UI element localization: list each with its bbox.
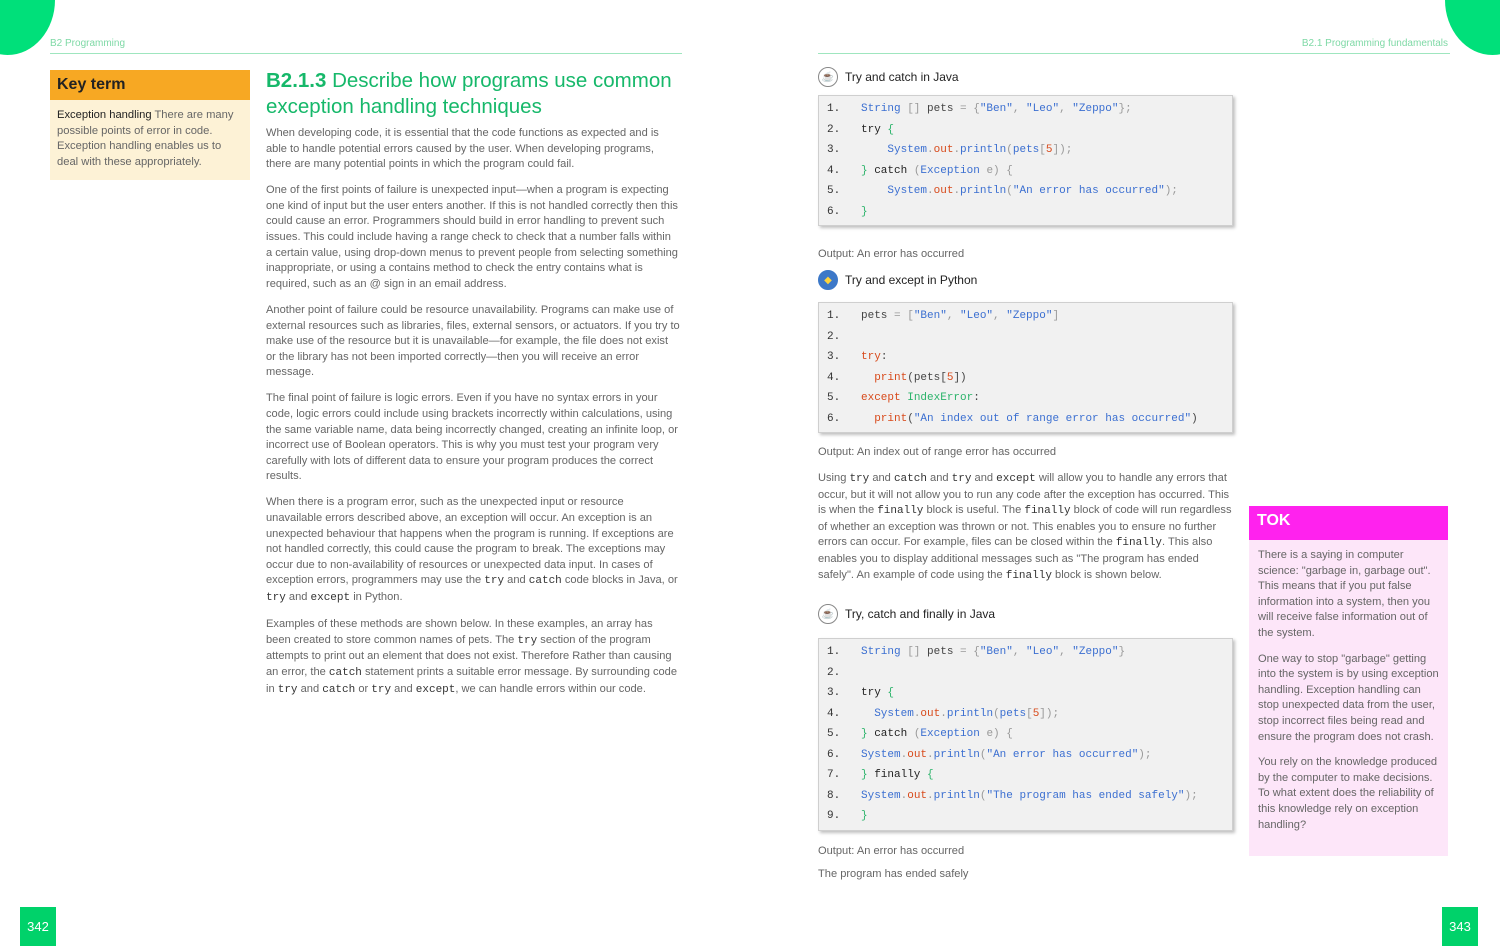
code-token: ]); [1052, 144, 1073, 157]
line-number: 5. [827, 392, 841, 405]
example-title-java-finally [818, 604, 995, 624]
output-text: Output: An index out of range error has occurred [818, 446, 1057, 458]
code-line [819, 99, 1232, 120]
code-token: { [920, 769, 934, 782]
code-token: "An error has occurred" [986, 748, 1139, 761]
code-token: "Leo" [1026, 103, 1060, 116]
code-token: ]) [953, 371, 967, 384]
code-token: out [933, 144, 954, 157]
output-text: The program has ended safely [818, 868, 969, 880]
line-number: 4. [827, 707, 841, 720]
code-token: ( [979, 789, 987, 802]
code-token: System [861, 748, 901, 761]
code-token: } [861, 769, 875, 782]
code-token: ) [1191, 412, 1198, 425]
text: or [355, 682, 372, 695]
line-number: 4. [827, 164, 841, 177]
code-line [819, 161, 1232, 182]
code-line [819, 663, 1232, 684]
code-keyword: catch [528, 575, 562, 588]
code-token: ( [979, 748, 987, 761]
code-text [861, 165, 1013, 177]
code-token: pets [927, 646, 954, 659]
tok-paragraph: There is a saying in computer science: "garbage in, garbage out". This means that if you put false information into a system, then you will receive false information out of the system. [1258, 549, 1431, 639]
code-token: } [861, 810, 868, 823]
paragraph: The final point of failure is logic errors. Even if you have no syntax errors in your code, logic errors could include using brackets incorrectly within calculations, using the same variable name, data being incorrectly changed, creating an infinite loop, or incorrect use of Boolean operators. This is why you must test your program very carefully with lots of different data to ensure your program produces the correct results. [266, 392, 678, 483]
corner-decoration-left [0, 0, 55, 55]
code-token: catch [874, 164, 908, 177]
line-number: 9. [827, 810, 841, 823]
code-text [861, 749, 1152, 761]
code-token: "Zeppo" [1006, 310, 1053, 323]
code-token: . [953, 185, 961, 198]
code-token: ]); [1039, 707, 1060, 720]
code-text [861, 372, 967, 384]
code-token: ); [1184, 789, 1198, 802]
code-token: [ [1026, 707, 1033, 720]
example-title-text: Try and catch in Java [845, 70, 959, 84]
line-number: 3. [827, 687, 841, 700]
text: Examples of these methods are shown below. In these examples, an array has been created to store common names of pets. The [266, 618, 653, 646]
header-rule-left [50, 53, 682, 54]
code-token: println [933, 789, 980, 802]
line-number: 4. [827, 371, 841, 384]
running-header-left: B2 Programming [50, 38, 126, 49]
code-token: } [861, 728, 875, 741]
text: block is useful. The [923, 504, 1025, 517]
paragraph-examples [266, 617, 680, 698]
text: block is shown below. [1051, 568, 1162, 581]
code-token: Exception [920, 728, 980, 741]
code-token: "Ben" [979, 103, 1013, 116]
page-number-left: 342 [20, 907, 56, 946]
code-token: } [1118, 646, 1126, 659]
code-token: pets [927, 103, 954, 116]
code-token: . [927, 144, 934, 157]
line-number: 6. [827, 205, 841, 218]
code-token: }; [1118, 103, 1132, 116]
paragraph: When developing code, it is essential that the code functions as expected and is able to handle potential errors caused by the user. When developing programs, there are many potential points in which the program could fail. [266, 127, 659, 171]
code-line [819, 786, 1232, 807]
code-token: 5 [946, 371, 954, 384]
code-line [819, 181, 1232, 202]
example-title-text: Try and except in Python [845, 273, 978, 287]
corner-decoration-right [1445, 0, 1500, 55]
code-line [819, 724, 1232, 745]
code-line [819, 745, 1232, 766]
code-line [819, 806, 1232, 827]
code-token: pets [861, 310, 888, 323]
line-number: 2. [827, 330, 841, 343]
paragraph-finally [818, 471, 1232, 584]
code-token: try [861, 351, 881, 364]
text: . This also enables you to display additional messages such as "The program has ended safely". An example of code using the [818, 536, 1213, 581]
code-token: ( [907, 728, 921, 741]
code-token: println [960, 185, 1007, 198]
text: in Python. [350, 591, 403, 604]
code-token: ( [907, 164, 921, 177]
paragraph-exceptions [266, 495, 680, 606]
code-line [819, 642, 1232, 663]
paragraph: Another point of failure could be resource unavailability. Programs can make use of external resources such as libraries, files, external sensors, or actuators. If you try to make use of the resource but it is unavailable—for example, the file does not exist or the library has not been imported correctly—then you will receive an error message. [266, 303, 680, 379]
code-token: : [973, 392, 980, 405]
code-token: = { [953, 103, 980, 116]
section-number: B2.1.3 [266, 69, 327, 92]
text: Using [818, 472, 850, 484]
code-text [861, 708, 1059, 720]
code-text [861, 185, 1178, 197]
code-text [861, 810, 868, 822]
code-token: System [874, 707, 914, 720]
code-token: . [953, 144, 961, 157]
code-text [861, 392, 980, 404]
code-line [819, 368, 1232, 389]
code-text [861, 687, 894, 699]
code-token: "Leo" [1026, 646, 1060, 659]
code-token: out [907, 789, 928, 802]
code-token: . [900, 748, 908, 761]
code-token: "Ben" [913, 310, 947, 323]
code-token: ( [1006, 144, 1013, 157]
code-token: print [874, 371, 908, 384]
line-number: 1. [827, 646, 841, 659]
code-token: , [1059, 103, 1073, 116]
code-token: except [861, 392, 901, 405]
code-token: [] [900, 103, 928, 116]
key-term-box [50, 70, 250, 180]
tok-box [1249, 506, 1448, 856]
code-line [819, 765, 1232, 786]
code-token: . [913, 707, 921, 720]
code-keyword: finally [1024, 505, 1071, 518]
code-keyword: try [951, 473, 972, 485]
code-token: . [927, 748, 934, 761]
code-line [819, 306, 1232, 327]
line-number: 2. [827, 123, 841, 136]
code-token: = [ [887, 310, 914, 323]
code-token: ); [1138, 748, 1152, 761]
code-token: e) { [979, 164, 1013, 177]
page-number-right: 343 [1442, 907, 1478, 946]
code-text [861, 646, 1125, 658]
example-title-java [818, 67, 959, 87]
code-token: System [861, 789, 901, 802]
code-token: println [933, 748, 980, 761]
code-token: ] [1052, 310, 1060, 323]
code-token: e) { [979, 728, 1013, 741]
code-token: , [1059, 646, 1073, 659]
code-block-java-try-catch-finally [818, 638, 1233, 831]
code-keyword: except [996, 473, 1036, 485]
code-token: = { [953, 646, 980, 659]
text: and [869, 472, 894, 484]
text: section of the program attempts to print out an element that does not exist. Therefore Rather than causing an error, the [266, 633, 672, 678]
code-text [861, 351, 887, 363]
code-token: out [920, 707, 941, 720]
code-token: IndexError [907, 392, 974, 405]
code-line [819, 202, 1232, 223]
section-heading [266, 68, 686, 120]
code-token: println [946, 707, 994, 720]
key-term-title: Key term [50, 70, 250, 100]
code-token: ); [1164, 185, 1178, 198]
code-line [819, 409, 1232, 430]
code-token: catch [874, 728, 908, 741]
code-token: , [1012, 646, 1027, 659]
code-block-python-try-except [818, 302, 1233, 433]
key-term-definition: There are many possible points of error in code. Exception handling enables us to deal with these appropriately. [57, 109, 234, 168]
code-token: , [1012, 103, 1027, 116]
code-token: "An error has occurred" [1012, 185, 1165, 198]
line-number: 3. [827, 144, 841, 157]
code-token: , [946, 310, 961, 323]
code-text [861, 790, 1198, 802]
text: and [297, 682, 323, 695]
code-keyword: catch [328, 666, 362, 679]
code-text [861, 413, 1198, 425]
code-token: try [861, 123, 881, 136]
code-token: ( [993, 707, 1000, 720]
code-keyword: try [849, 473, 870, 485]
tok-body [1249, 540, 1448, 851]
line-number: 8. [827, 789, 841, 802]
section-title: Describe how programs use common exception handling techniques [266, 69, 672, 118]
code-token: "Ben" [979, 646, 1013, 659]
example-title-text: Try, catch and finally in Java [845, 607, 996, 621]
java-icon: ☕ [818, 604, 838, 624]
key-term-body [50, 100, 250, 178]
code-token: { [880, 123, 895, 136]
text: and [504, 574, 529, 587]
code-token: , [993, 310, 1007, 323]
line-number: 1. [827, 310, 841, 323]
line-number: 1. [827, 103, 841, 116]
text: and [971, 472, 997, 484]
code-keyword: try [371, 683, 392, 696]
line-number: 6. [827, 748, 841, 761]
code-keyword: except [310, 592, 351, 605]
tok-paragraph: One way to stop "garbage" getting into the system is by using exception handling. Exception handling can stop unexpected data from the user, stop incorrect files being read and ensure the program does not crash. [1258, 652, 1439, 743]
text: statement prints a suitable error message. By surrounding code in [266, 665, 678, 695]
text: block of code will run regardless of whether an exception was thrown or not. This enables you to ensure no further errors can occur. For example, files can be closed within the [818, 504, 1232, 549]
code-keyword: except [415, 683, 456, 696]
text: , we can handle errors within our code. [455, 682, 646, 695]
code-token: System [887, 185, 928, 198]
code-token: System [887, 144, 928, 157]
code-line [819, 347, 1232, 368]
code-text [861, 728, 1013, 740]
code-token: . [927, 185, 934, 198]
text: and [391, 682, 416, 695]
code-keyword: try [484, 575, 505, 588]
code-token: finally [874, 769, 921, 782]
java-icon: ☕ [818, 67, 838, 87]
header-rule-right [818, 53, 1450, 54]
code-token: . [900, 789, 908, 802]
text: will allow you to handle any errors that occur, but it will not allow you to run any code after the exception has occurred. This is when the [818, 472, 1230, 517]
code-line [819, 140, 1232, 161]
code-token: Exception [920, 164, 980, 177]
text: and [285, 591, 311, 604]
code-token: pets [999, 707, 1027, 720]
code-token: } [861, 164, 875, 177]
code-text [861, 206, 868, 218]
python-icon: ◆ [818, 270, 838, 290]
line-number: 5. [827, 185, 841, 198]
code-token: println [960, 144, 1007, 157]
code-token: (pets[ [907, 371, 947, 384]
code-token: "An index out of range error has occurred" [913, 412, 1192, 425]
text: and [926, 472, 952, 484]
code-line [819, 683, 1232, 704]
output-text: Output: An error has occurred [818, 845, 965, 857]
code-keyword: try [277, 683, 298, 696]
code-keyword: catch [893, 473, 927, 485]
code-token: pets [1012, 144, 1040, 157]
code-keyword: finally [1115, 537, 1163, 550]
code-keyword: catch [322, 683, 356, 696]
code-token: String [861, 646, 901, 659]
code-token: out [933, 185, 954, 198]
code-keyword: try [517, 634, 538, 647]
code-text [861, 103, 1132, 115]
code-token: [ [1039, 144, 1046, 157]
code-token: ( [1006, 185, 1013, 198]
code-token: out [907, 748, 928, 761]
key-term-word: Exception handling [57, 109, 152, 121]
line-number: 2. [827, 666, 841, 679]
line-number: 5. [827, 728, 841, 741]
code-keyword: finally [1005, 569, 1052, 582]
text: When there is a program error, such as the unexpected input or resource unavailable errors described above, an exception will occur. An exception is an unexpected behaviour that happens when the program is running. If exceptions are not handled correctly, this could cause the program to break. The exceptions may occur due to non-availability of resources or unexpected data input. In cases of exception errors, programmers may use the [266, 496, 674, 587]
code-token: { [880, 687, 895, 700]
code-token: "Leo" [960, 310, 994, 323]
tok-paragraph: You rely on the knowledge produced by the computer to make decisions. To what extent does the reliability of this knowledge rely on exception handling? [1258, 756, 1438, 831]
code-text [861, 769, 934, 781]
code-line [819, 704, 1232, 725]
code-token: : [880, 351, 888, 364]
text: code blocks in Java, or [561, 574, 678, 587]
code-block-java-try-catch [818, 95, 1233, 226]
code-keyword: try [266, 592, 286, 605]
code-token: 5 [1032, 707, 1040, 720]
code-text [861, 124, 894, 136]
left-column-text [266, 126, 680, 709]
code-line [819, 120, 1232, 141]
code-token: "Zeppo" [1072, 103, 1119, 116]
tok-title: TOK [1249, 506, 1448, 540]
code-keyword: finally [877, 505, 924, 518]
code-line [819, 327, 1232, 348]
line-number: 7. [827, 769, 841, 782]
code-token: try [861, 687, 881, 700]
code-token: "Zeppo" [1072, 646, 1119, 659]
line-number: 6. [827, 412, 841, 425]
output-text: Output: An error has occurred [818, 248, 965, 260]
running-header-right: B2.1 Programming fundamentals [1301, 38, 1448, 49]
code-text [861, 144, 1072, 156]
code-token: String [861, 103, 901, 116]
code-text [861, 310, 1059, 322]
code-token: . [927, 789, 934, 802]
code-line [819, 388, 1232, 409]
code-token: "The program has ended safely" [986, 789, 1185, 802]
line-number: 3. [827, 351, 841, 364]
code-token: ( [907, 412, 914, 425]
code-token: print [874, 412, 908, 425]
code-token: 5 [1045, 144, 1053, 157]
code-token: [] [900, 646, 928, 659]
code-token: } [861, 205, 868, 218]
paragraph: One of the first points of failure is unexpected input—when a program is expecting one kind of input but the user enters another. If this is not handled correctly then this could cause an error. Programmers should build in error handling to prevent such issues. This could include having a range check to check that a number falls within a certain value, using drop-down menus to prevent people from selecting something inappropriate, or using a contains method to check the entry contains what is required, such as an @ sign in an email address. [266, 184, 678, 290]
code-token: . [940, 707, 947, 720]
example-title-python [818, 270, 977, 290]
